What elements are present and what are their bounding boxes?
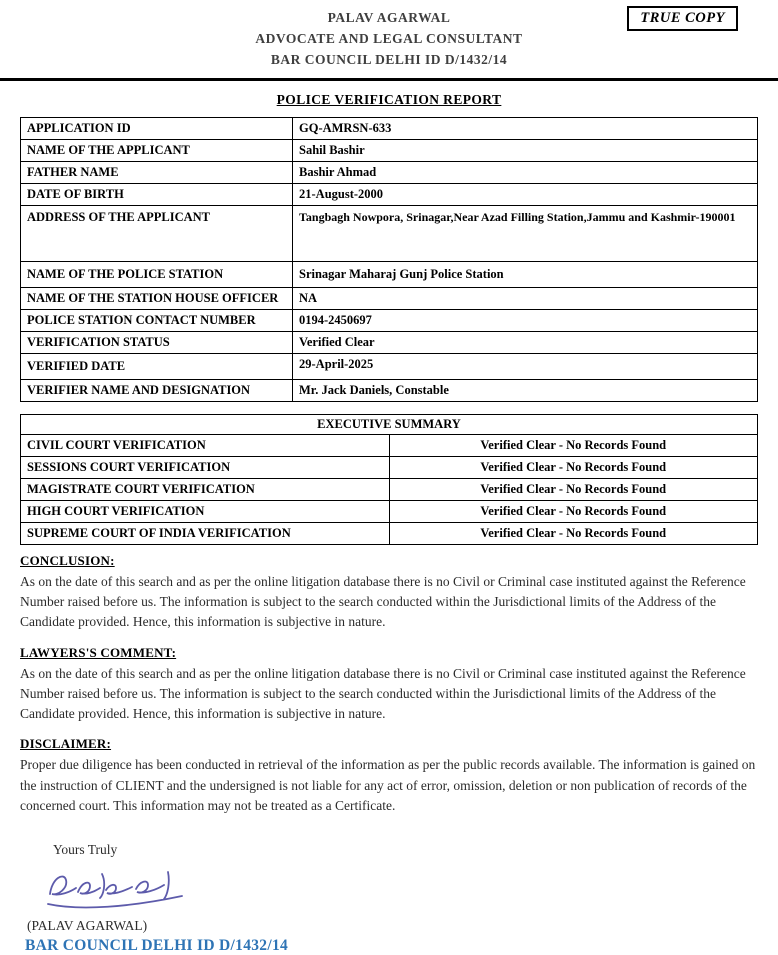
summary-label: CIVIL COURT VERIFICATION: [21, 434, 390, 456]
summary-value: Verified Clear - No Records Found: [389, 456, 758, 478]
closing-text: Yours Truly: [53, 842, 118, 858]
detail-label: POLICE STATION CONTACT NUMBER: [21, 309, 293, 331]
detail-value: NA: [293, 287, 758, 309]
section-lawyers-comment: [20, 645, 758, 725]
detail-value: Srinagar Maharaj Gunj Police Station: [293, 261, 758, 287]
section-conclusion: [20, 553, 758, 633]
section-heading: LAWYERS'S COMMENT:: [20, 644, 177, 660]
detail-value: 21-August-2000: [293, 183, 758, 205]
advocate-subtitle: ADVOCATE AND LEGAL CONSULTANT: [255, 30, 523, 46]
table-row: [21, 205, 758, 261]
section-heading: DISCLAIMER:: [20, 736, 112, 752]
summary-label: HIGH COURT VERIFICATION: [21, 500, 390, 522]
summary-label: SUPREME COURT OF INDIA VERIFICATION: [21, 522, 390, 544]
section-body: As on the date of this search and as per the online litigation database there is no Civil or Criminal case instituted against the Reference Number raised before us. The information is subject to the search conducted within the Jurisdictional limits of the Address of the Candidate provided. Hence, this information is subjective in nature.: [20, 665, 746, 722]
detail-label: VERIFIED DATE: [21, 353, 293, 379]
executive-summary-title: EXECUTIVE SUMMARY: [21, 414, 758, 434]
header-divider: [0, 78, 778, 81]
text-sections: [20, 553, 758, 816]
detail-value: 29-April-2025: [293, 353, 758, 379]
section-disclaimer: [20, 736, 758, 816]
page-title: POLICE VERIFICATION REPORT: [276, 91, 502, 107]
summary-label: SESSIONS COURT VERIFICATION: [21, 456, 390, 478]
detail-value: Bashir Ahmad: [293, 161, 758, 183]
section-heading: CONCLUSION:: [20, 552, 115, 568]
table-row: [21, 414, 758, 434]
table-row: [21, 353, 758, 379]
detail-value: Sahil Bashir: [293, 139, 758, 161]
summary-value: Verified Clear - No Records Found: [389, 522, 758, 544]
advocate-bar-id: BAR COUNCIL DELHI ID D/1432/14: [270, 51, 508, 67]
table-row: [21, 379, 758, 401]
detail-label: DATE OF BIRTH: [21, 183, 293, 205]
summary-value: Verified Clear - No Records Found: [389, 478, 758, 500]
table-row: [21, 500, 758, 522]
executive-summary-table: [20, 414, 758, 545]
summary-value: Verified Clear - No Records Found: [389, 434, 758, 456]
detail-label: NAME OF THE STATION HOUSE OFFICER: [21, 287, 293, 309]
detail-value: Tangbagh Nowpora, Srinagar,Near Azad Filling Station,Jammu and Kashmir-190001: [293, 205, 758, 261]
detail-value: 0194-2450697: [293, 309, 758, 331]
detail-value: GQ-AMRSN-633: [293, 117, 758, 139]
detail-value: Mr. Jack Daniels, Constable: [293, 379, 758, 401]
detail-label: FATHER NAME: [21, 161, 293, 183]
table-row: [21, 139, 758, 161]
detail-label: ADDRESS OF THE APPLICANT: [21, 205, 293, 261]
table-row: [21, 434, 758, 456]
section-body: As on the date of this search and as per the online litigation database there is no Civil or Criminal case instituted against the Reference Number raised before us. The information is subject to the search conducted within the Jurisdictional limits of the Address of the Candidate provided. Hence, this information is subjective in nature.: [20, 573, 746, 630]
table-row: [21, 117, 758, 139]
table-row: [21, 456, 758, 478]
table-row: [21, 309, 758, 331]
detail-label: NAME OF THE POLICE STATION: [21, 261, 293, 287]
signature-image: [40, 864, 778, 916]
detail-label: VERIFIER NAME AND DESIGNATION: [21, 379, 293, 401]
summary-label: MAGISTRATE COURT VERIFICATION: [21, 478, 390, 500]
section-body: Proper due diligence has been conducted in retrieval of the information as per the public records available. The information is gained on the instruction of CLIENT and the undersigned is not liable for any act of error, omission, deletion or non publication of records of the concerned court. This information may not be treated as a Certificate.: [20, 757, 756, 813]
table-row: [21, 331, 758, 353]
table-row: [21, 287, 758, 309]
true-copy-badge: TRUE COPY: [627, 6, 738, 31]
advocate-name: PALAV AGARWAL: [327, 10, 451, 25]
detail-label: APPLICATION ID: [21, 117, 293, 139]
detail-value: Verified Clear: [293, 331, 758, 353]
table-row: [21, 478, 758, 500]
table-row: [21, 522, 758, 544]
table-row: [21, 183, 758, 205]
handwritten-signature-icon: [40, 864, 190, 914]
details-table: [20, 117, 758, 402]
summary-value: Verified Clear - No Records Found: [389, 500, 758, 522]
footer-bar-id: BAR COUNCIL DELHI ID D/1432/14: [25, 937, 289, 955]
executive-summary-section: [0, 414, 778, 545]
table-row: [21, 261, 758, 287]
table-row: [21, 161, 758, 183]
signer-name: (PALAV AGARWAL): [27, 918, 148, 934]
detail-label: NAME OF THE APPLICANT: [21, 139, 293, 161]
detail-label: VERIFICATION STATUS: [21, 331, 293, 353]
